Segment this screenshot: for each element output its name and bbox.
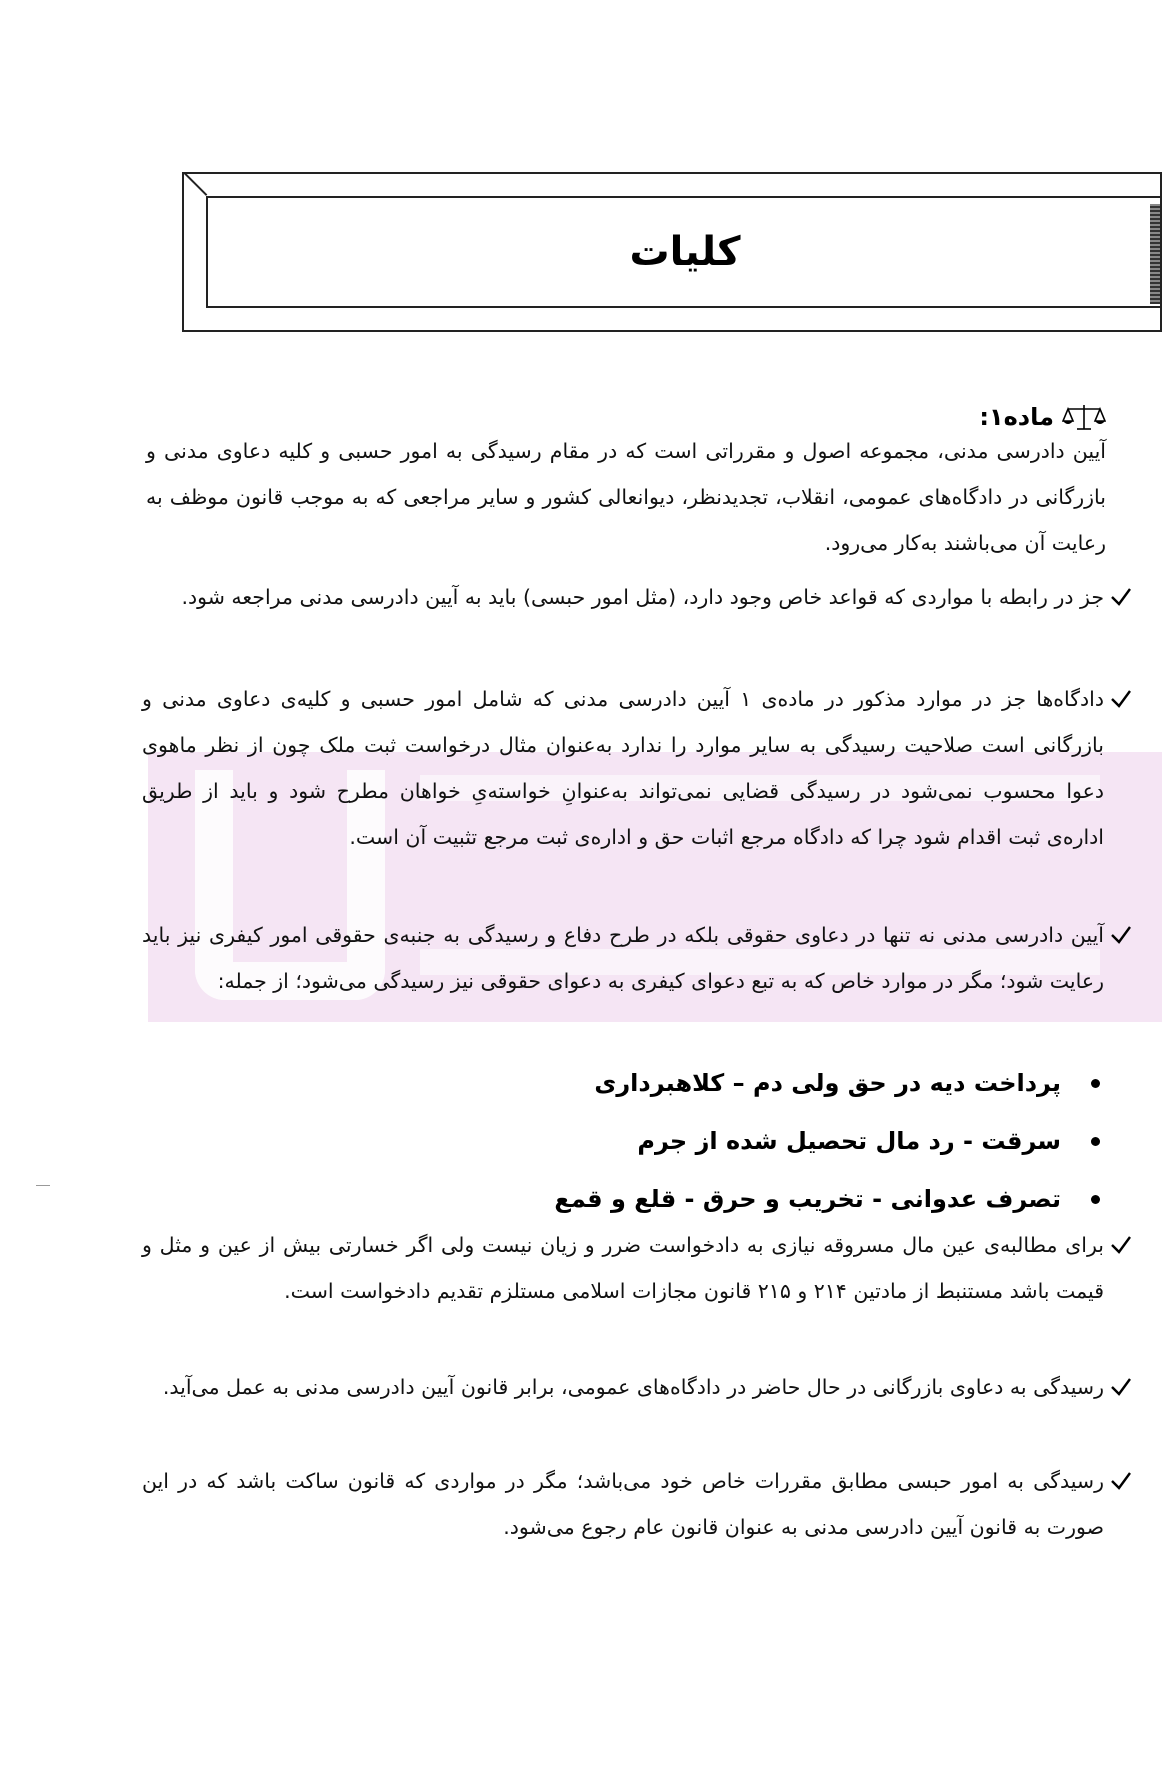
list-item	[146, 1112, 1106, 1170]
list-item	[146, 1054, 1106, 1112]
check-mark-icon	[1110, 924, 1132, 946]
check-mark-icon	[1110, 688, 1132, 710]
note-item	[142, 1364, 1132, 1410]
bullet-dot	[1091, 1195, 1100, 1204]
title-frame	[182, 172, 1162, 332]
article-number: ماده۱:	[979, 403, 1054, 431]
list-item	[146, 1170, 1106, 1228]
note-text: برای مطالبه‌ی عین مال مسروقه نیازی به دادخواست ضرر و زیان نیست ولی اگر خسارتی بیش از عین و مثل و قیمت باشد مستنبط از مادتین ۲۱۴ و ۲۱۵ قانون مجازات اسلامی مستلزم تقدیم دادخواست است.	[142, 1233, 1104, 1303]
note-text: دادگاه‌ها جز در موارد مذکور در ماده‌ی ۱ آیین دادرسی مدنی که شامل امور حسبی و کلیه‌ی دعاوی مدنی و بازرگانی است صلاحیت رسیدگی به سایر موارد را ندارد به‌عنوان مثال درخواست ثبت ملک چون از نظر ماهوی دعوا محسوب نمی‌شود در رسیدگی قضایی نمی‌تواند به‌عنوانِ خواسته‌یِ خواهان مطرح شود و باید از طریق اداره‌ی ثبت اقدام شود چرا که دادگاه مرجع اثبات حق و اداره‌ی ثبت مرجع تثبیت آن است.	[142, 687, 1104, 849]
note-item	[142, 676, 1132, 860]
list-item-text: تصرف عدوانی - تخریب و حرق - قلع و قمع	[554, 1185, 1061, 1213]
note-text: رسیدگی به امور حبسی مطابق مقررات خاص خود می‌باشد؛ مگر در مواردی که قانون ساکت باشد که در این صورت به قانون آیین دادرسی مدنی به عنوان قانون عام رجوع می‌شود.	[142, 1469, 1104, 1539]
list-item-text: پرداخت دیه در حق ولی دم – کلاهبرداری	[594, 1069, 1061, 1097]
note-item	[142, 1458, 1132, 1550]
list-item-text: سرقت - رد مال تحصیل شده از جرم	[637, 1127, 1061, 1155]
page-title: کلیات	[629, 229, 741, 275]
note-item	[142, 574, 1132, 620]
examples-list	[146, 1054, 1106, 1228]
note-text: جز در رابطه با مواردی که قواعد خاص وجود دارد، (مثل امور حبسی) باید به آیین دادرسی مدنی مراجعه شود.	[181, 585, 1104, 609]
margin-mark	[36, 1185, 50, 1186]
bullet-dot	[1091, 1079, 1100, 1088]
bullet-dot	[1091, 1137, 1100, 1146]
check-mark-icon	[1110, 1376, 1132, 1398]
note-text: رسیدگی به دعاوی بازرگانی در حال حاضر در دادگاه‌های عمومی، برابر قانون آیین دادرسی مدنی به عمل می‌آید.	[162, 1375, 1104, 1399]
check-mark-icon	[1110, 586, 1132, 608]
intro-paragraph: آیین دادرسی مدنی، مجموعه اصول و مقرراتی است که در مقام رسیدگی به امور حسبی و کلیه دعاوی مدنی و بازرگانی در دادگاه‌های عمومی، انقلاب، تجدیدنظر، دیوانعالی کشور و سایر مراجعی که به موجب قانون موظف به رعایت آن می‌باشند به‌کار می‌رود.	[146, 439, 1106, 555]
note-item	[142, 912, 1132, 1004]
check-mark-icon	[1110, 1470, 1132, 1492]
note-item	[142, 1222, 1132, 1314]
title-frame-inner	[206, 196, 1162, 308]
check-mark-icon	[1110, 1234, 1132, 1256]
note-text: آیین دادرسی مدنی نه تنها در دعاوی حقوقی بلکه در طرح دفاع و رسیدگی به جنبه‌ی حقوقی امور کیفری نیز باید رعایت شود؛ مگر در موارد خاص که به تبع دعوای کیفری به دعوای حقوقی نیز رسیدگی می‌شود؛ از جمله:	[142, 923, 1104, 993]
frame-edge-texture	[1150, 204, 1160, 304]
